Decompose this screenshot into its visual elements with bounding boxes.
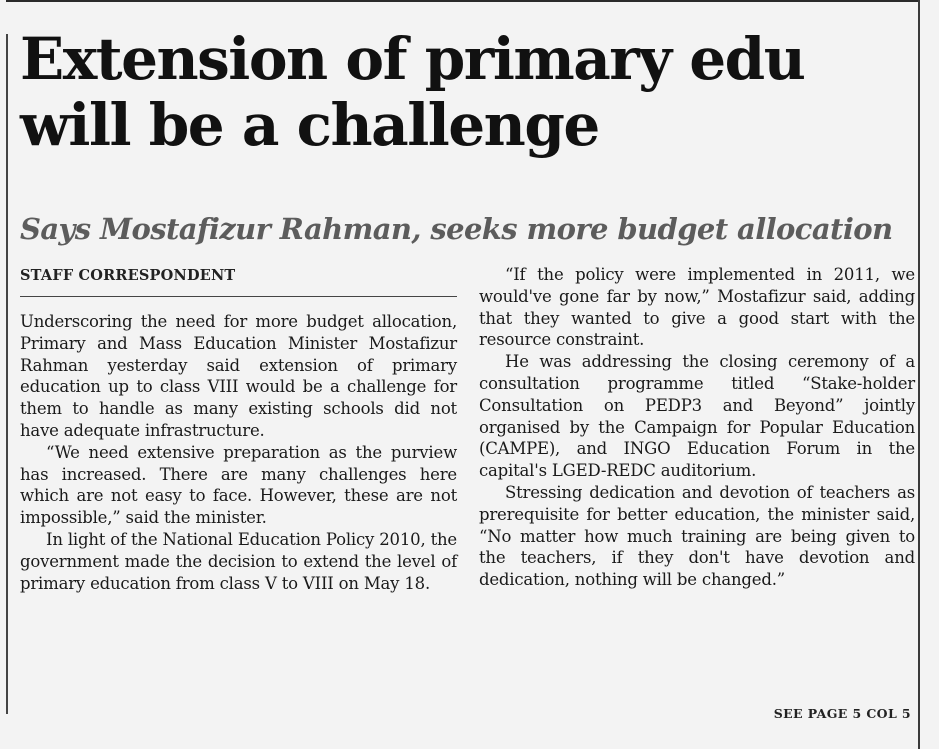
byline-rule	[20, 296, 457, 297]
paragraph: Stressing dedication and devotion of teachers as prerequisite for better education, the minister said, “No matter how much training are being given to the teachers, if they don't have devotion and dedication, nothing will be changed.”	[479, 482, 915, 590]
right-border-rule	[918, 0, 920, 749]
article-column-right	[479, 264, 915, 591]
continued-on-page-line: SEE PAGE 5 COL 5	[773, 706, 911, 721]
article-column-left	[20, 311, 457, 594]
paragraph: He was addressing the closing ceremony of a consultation programme titled “Stake-holder Consultation on PEDP3 and Beyond” jointly organised by the Campaign for Popular Education (CAMPE), and INGO Education Forum in the capital's LGED-REDC auditorium.	[479, 352, 915, 481]
headline	[20, 26, 910, 158]
byline: STAFF CORRESPONDENT	[20, 267, 236, 284]
top-border-rule	[6, 0, 918, 2]
subheadline: Says Mostafizur Rahman, seeks more budget allocation	[20, 212, 893, 246]
paragraph: “If the policy were implemented in 2011, we would've gone far by now,” Mostafizur said, adding that they wanted to give a good start with the resource constraint.	[479, 265, 915, 350]
paragraph: In light of the National Education Policy 2010, the government made the decision to extend the level of primary education from class V to VIII on May 18.	[20, 529, 457, 593]
headline-line-2: will be a challenge	[20, 91, 599, 159]
left-border-rule	[6, 34, 8, 714]
paragraph: Underscoring the need for more budget allocation, Primary and Mass Education Minister Mostafizur Rahman yesterday said extension of primary education up to class VIII would be a challenge for them to handle as many existing schools did not have adequate infrastructure.	[20, 312, 457, 440]
paragraph: “We need extensive preparation as the purview has increased. There are many challenges here which are not easy to face. However, these are not impossible,” said the minister.	[20, 442, 457, 528]
headline-line-1: Extension of primary edu	[20, 25, 805, 93]
